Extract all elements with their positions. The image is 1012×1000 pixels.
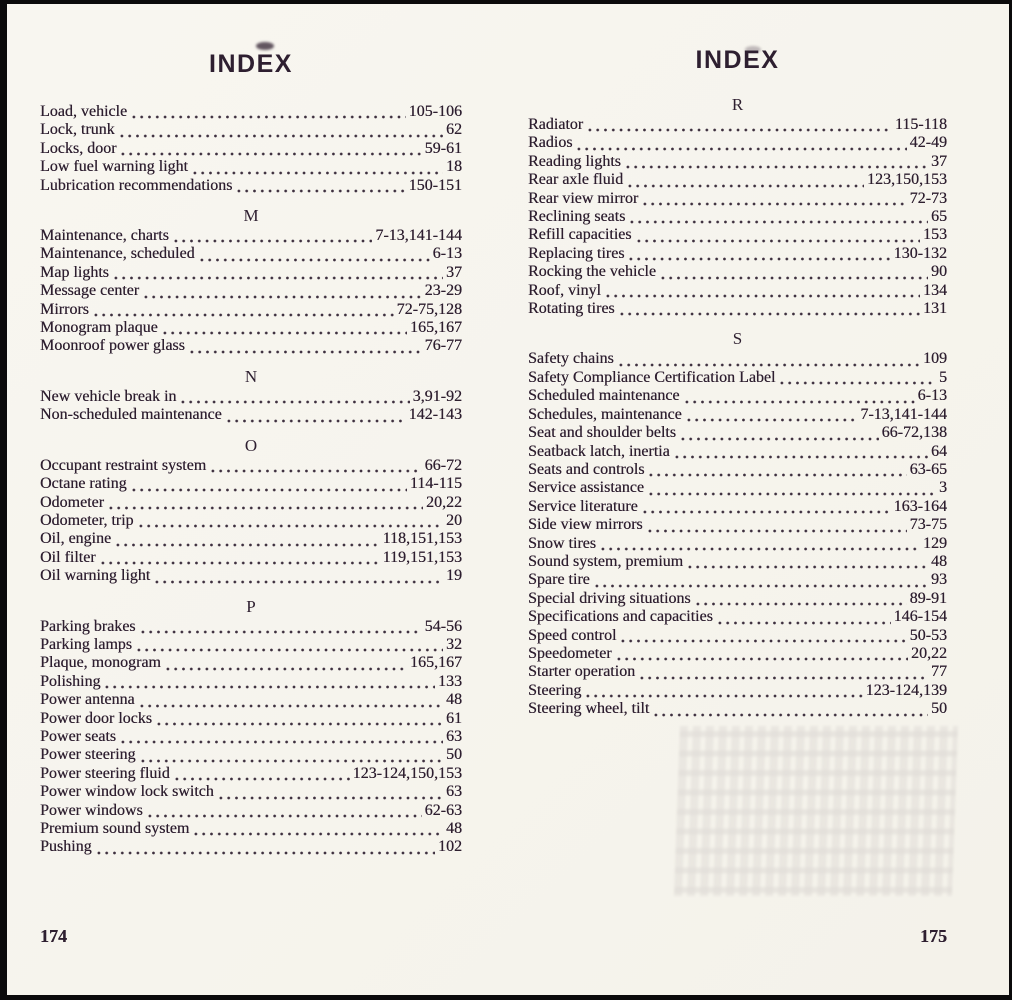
entry-page: 65 xyxy=(931,208,947,226)
entry-label: Locks, door xyxy=(40,139,117,157)
dot-leader xyxy=(641,202,906,206)
dot-leader xyxy=(188,350,422,354)
entry-label: Parking lamps xyxy=(40,635,132,653)
entry-label: Rear axle fluid xyxy=(528,171,624,189)
entry-page: 89-91 xyxy=(909,589,947,607)
entry-page: 48 xyxy=(931,552,947,570)
index-sections-right xyxy=(528,95,947,719)
entry-label: Safety chains xyxy=(528,350,614,368)
entry-page: 165,167 xyxy=(410,654,462,672)
index-entry xyxy=(40,406,462,424)
index-entry xyxy=(40,158,462,176)
dot-leader xyxy=(137,524,443,528)
index-entry xyxy=(528,627,947,645)
entry-label: Seatback latch, inertia xyxy=(528,442,670,460)
index-entry xyxy=(40,177,462,195)
index-entry xyxy=(40,618,462,636)
index-entry xyxy=(528,171,947,189)
index-entry xyxy=(40,802,462,820)
entry-page: 129 xyxy=(923,534,947,552)
entry-label: Rotating tires xyxy=(528,300,615,318)
entry-label: Plaque, monogram xyxy=(40,654,161,672)
dot-leader xyxy=(619,639,906,643)
index-entry xyxy=(40,783,462,801)
entry-label: Odometer, trip xyxy=(40,511,134,529)
entry-label: Oil filter xyxy=(40,548,96,566)
entry-page: 3,91-92 xyxy=(412,387,462,405)
dot-leader xyxy=(135,648,443,652)
dot-leader xyxy=(694,602,907,606)
section-letter: M xyxy=(243,206,259,226)
entry-page: 153 xyxy=(923,226,947,244)
dot-leader xyxy=(624,165,928,169)
index-sections-left xyxy=(40,103,462,857)
entry-page: 123,150,153 xyxy=(867,171,947,189)
entry-page: 18 xyxy=(446,158,462,176)
dot-leader xyxy=(92,313,394,317)
index-entry xyxy=(40,140,462,158)
entry-label: Oil, engine xyxy=(40,530,112,548)
entry-page: 50-53 xyxy=(909,626,947,644)
entry-label: Safety Compliance Certification Label xyxy=(528,368,776,386)
index-entry xyxy=(40,636,462,654)
entry-page: 37 xyxy=(446,263,462,281)
entry-label: Monogram plaque xyxy=(40,319,158,337)
entry-label: Speed control xyxy=(528,626,617,644)
index-entry xyxy=(528,350,947,368)
dot-leader xyxy=(584,694,862,698)
dot-leader xyxy=(119,740,443,744)
entry-page: 109 xyxy=(923,350,947,368)
index-section xyxy=(528,329,947,718)
dot-leader xyxy=(673,455,928,459)
entry-page: 37 xyxy=(931,152,947,170)
dot-leader xyxy=(112,276,443,280)
dot-leader xyxy=(95,851,435,855)
index-entry xyxy=(40,838,462,856)
entry-label: Refill capacities xyxy=(528,226,632,244)
entry-label: Steering xyxy=(528,681,582,699)
index-entry xyxy=(528,300,947,318)
entry-label: Roof, vinyl xyxy=(528,281,601,299)
index-entry xyxy=(528,406,947,424)
dot-leader xyxy=(119,152,421,156)
entry-page: 23-29 xyxy=(424,282,462,300)
entry-page: 62-63 xyxy=(424,801,462,819)
index-entry xyxy=(40,282,462,300)
entry-page: 119,151,153 xyxy=(382,548,462,566)
entry-label: Snow tires xyxy=(528,534,596,552)
dot-leader xyxy=(586,128,892,132)
entry-page: 64 xyxy=(931,442,947,460)
right-page xyxy=(508,4,1009,995)
index-entry xyxy=(528,645,947,663)
dot-leader xyxy=(638,676,928,680)
entry-label: Load, vehicle xyxy=(40,103,128,120)
entry-page: 73-75 xyxy=(909,516,947,534)
index-entry xyxy=(528,535,947,553)
entry-page: 50 xyxy=(446,746,462,764)
index-entry xyxy=(40,475,462,493)
dot-leader xyxy=(652,713,928,717)
entry-label: Non-scheduled maintenance xyxy=(40,406,222,424)
index-entry xyxy=(528,208,947,226)
index-section xyxy=(40,597,462,857)
index-entry xyxy=(528,590,947,608)
dot-leader xyxy=(114,543,380,547)
index-entry xyxy=(40,691,462,709)
entry-page: 114-115 xyxy=(409,475,462,493)
entry-page: 130-132 xyxy=(893,244,947,262)
dot-leader xyxy=(142,295,422,299)
dot-leader xyxy=(130,488,407,492)
index-entry xyxy=(40,728,462,746)
index-entry xyxy=(40,530,462,548)
dot-leader xyxy=(191,171,443,175)
entry-label: Power seats xyxy=(40,727,116,745)
entry-page: 150-151 xyxy=(408,176,462,194)
entry-page: 20,22 xyxy=(426,493,462,511)
index-entry xyxy=(40,264,462,282)
entry-label: Message center xyxy=(40,282,140,300)
entry-page: 63 xyxy=(446,783,462,801)
dot-leader xyxy=(164,667,407,671)
index-entry xyxy=(528,226,947,244)
index-entry xyxy=(40,388,462,406)
entry-label: Power steering xyxy=(40,746,136,764)
entry-label: Side view mirrors xyxy=(528,516,643,534)
entry-label: Mirrors xyxy=(40,300,89,318)
dot-leader xyxy=(599,547,920,551)
index-section xyxy=(528,95,947,318)
entry-page: 102 xyxy=(438,838,462,856)
entry-label: Schedules, maintenance xyxy=(528,405,682,423)
index-entry xyxy=(40,673,462,691)
dot-leader xyxy=(173,777,350,781)
entry-page: 72-73 xyxy=(909,189,947,207)
entry-page: 48 xyxy=(446,820,462,837)
dot-leader xyxy=(647,473,906,477)
dot-leader xyxy=(679,437,879,441)
entry-page: 90 xyxy=(931,263,947,281)
entry-page: 93 xyxy=(931,571,947,589)
dot-leader xyxy=(685,418,858,422)
entry-label: Seat and shoulder belts xyxy=(528,424,676,442)
dot-leader xyxy=(778,381,936,385)
entry-label: Reading lights xyxy=(528,152,621,170)
entry-label: Pushing xyxy=(40,838,92,856)
entry-label: Power door locks xyxy=(40,709,152,727)
dot-leader xyxy=(617,363,920,367)
index-entry xyxy=(40,746,462,764)
dot-leader xyxy=(235,189,405,193)
entry-page: 42-49 xyxy=(909,134,947,152)
entry-label: Power steering fluid xyxy=(40,764,170,782)
index-section xyxy=(40,103,462,195)
section-letter: O xyxy=(244,435,258,455)
entry-label: Moonroof power glass xyxy=(40,337,185,355)
index-entry xyxy=(40,765,462,783)
entry-page: 63-65 xyxy=(909,460,947,478)
index-entry xyxy=(40,121,462,139)
index-entry xyxy=(528,424,947,442)
dot-leader xyxy=(627,257,890,261)
entry-page: 131 xyxy=(923,300,947,318)
entry-label: Speedometer xyxy=(528,644,612,662)
index-entry xyxy=(40,245,462,263)
index-entry xyxy=(528,245,947,263)
dot-leader xyxy=(641,510,891,514)
entry-label: Sound system, premium xyxy=(528,552,684,570)
index-entry xyxy=(40,820,462,838)
entry-label: Low fuel warning light xyxy=(40,158,188,176)
entry-page: 77 xyxy=(931,663,947,681)
entry-label: Odometer xyxy=(40,493,104,511)
page-title: INDEX xyxy=(695,46,780,74)
entry-page: 6-13 xyxy=(432,245,462,263)
entry-page: 66-72,138 xyxy=(881,424,947,442)
index-entry xyxy=(528,700,947,718)
index-entry xyxy=(528,479,947,497)
index-entry xyxy=(40,494,462,512)
entry-label: Power window lock switch xyxy=(40,783,214,801)
dot-leader xyxy=(107,506,423,510)
section-letter: R xyxy=(731,95,744,114)
entry-label: Radios xyxy=(528,134,573,152)
page-title: INDEX xyxy=(209,50,293,78)
entry-page: 134 xyxy=(923,281,947,299)
dot-leader xyxy=(618,312,920,316)
dot-leader xyxy=(628,220,928,224)
dot-leader xyxy=(686,565,928,569)
entry-label: Seats and controls xyxy=(528,460,645,478)
entry-page: 63 xyxy=(446,727,462,745)
entry-label: Reclining seats xyxy=(528,208,626,226)
dot-leader xyxy=(635,239,920,243)
entry-page: 115-118 xyxy=(894,116,947,133)
index-entry xyxy=(40,512,462,530)
entry-label: Scheduled maintenance xyxy=(528,387,680,405)
dot-leader xyxy=(604,294,920,298)
index-entry xyxy=(40,227,462,245)
entry-page: 142-143 xyxy=(408,406,462,424)
entry-label: Rocking the vehicle xyxy=(528,263,656,281)
entry-label: Parking brakes xyxy=(40,617,136,635)
dot-leader xyxy=(683,400,915,404)
dot-leader xyxy=(161,331,407,335)
entry-page: 146-154 xyxy=(893,608,947,626)
entry-page: 165,167 xyxy=(410,319,462,337)
entry-label: Radiator xyxy=(528,116,584,133)
entry-label: Polishing xyxy=(40,672,101,690)
ink-showthrough xyxy=(674,726,958,896)
dot-leader xyxy=(646,529,907,533)
index-entry xyxy=(40,103,462,121)
entry-page: 7-13,141-144 xyxy=(375,227,462,245)
index-entry xyxy=(528,153,947,171)
index-section xyxy=(40,436,462,586)
entry-page: 61 xyxy=(446,709,462,727)
entry-label: Octane rating xyxy=(40,475,127,493)
entry-page: 72-75,128 xyxy=(396,300,462,318)
entry-page: 32 xyxy=(446,635,462,653)
page-scan xyxy=(7,4,1009,995)
index-entry xyxy=(40,457,462,475)
entry-page: 7-13,141-144 xyxy=(860,405,947,423)
index-entry xyxy=(528,553,947,571)
dot-leader xyxy=(138,704,443,708)
dot-leader xyxy=(209,469,422,473)
index-entry xyxy=(40,301,462,319)
entry-label: Occupant restraint system xyxy=(40,456,207,474)
entry-page: 118,151,153 xyxy=(382,530,462,548)
entry-page: 50 xyxy=(931,700,947,718)
section-letter: S xyxy=(732,329,743,349)
entry-label: Starter operation xyxy=(528,663,636,681)
entry-page: 20,22 xyxy=(911,644,947,662)
dot-leader xyxy=(217,796,443,800)
dot-leader xyxy=(192,832,443,836)
dot-leader xyxy=(647,492,936,496)
entry-label: Map lights xyxy=(40,263,109,281)
dot-leader xyxy=(575,147,906,151)
index-entry xyxy=(528,461,947,479)
entry-label: Maintenance, scheduled xyxy=(40,245,195,263)
entry-label: Power antenna xyxy=(40,691,135,709)
entry-page: 133 xyxy=(438,672,462,690)
entry-label: Spare tire xyxy=(528,571,590,589)
dot-leader xyxy=(172,239,373,243)
dot-leader xyxy=(130,115,406,119)
entry-label: Steering wheel, tilt xyxy=(528,700,650,718)
index-entry xyxy=(40,319,462,337)
entry-label: Maintenance, charts xyxy=(40,227,169,245)
entry-page: 66-72 xyxy=(424,456,462,474)
entry-label: Power windows xyxy=(40,801,143,819)
index-entry xyxy=(528,516,947,534)
dot-leader xyxy=(593,584,928,588)
entry-page: 48 xyxy=(446,691,462,709)
entry-page: 19 xyxy=(446,567,462,585)
dot-leader xyxy=(153,580,443,584)
entry-label: Specifications and capacities xyxy=(528,608,713,626)
index-entry xyxy=(528,571,947,589)
entry-page: 76-77 xyxy=(424,337,462,355)
index-entry xyxy=(40,710,462,728)
dot-leader xyxy=(103,685,435,689)
index-entry xyxy=(528,263,947,281)
entry-page: 6-13 xyxy=(917,387,947,405)
folio-page-number: 174 xyxy=(40,926,67,946)
dot-leader xyxy=(155,722,443,726)
index-entry xyxy=(528,134,947,152)
entry-page: 59-61 xyxy=(424,139,462,157)
dot-leader xyxy=(626,184,864,188)
dot-leader xyxy=(659,276,928,280)
entry-page: 20 xyxy=(446,511,462,529)
entry-label: New vehicle break in xyxy=(40,387,177,405)
folio-page-number: 175 xyxy=(920,926,947,946)
dot-leader xyxy=(225,419,406,423)
index-entry xyxy=(528,190,947,208)
entry-label: Rear view mirror xyxy=(528,189,639,207)
index-entry xyxy=(528,369,947,387)
index-entry xyxy=(528,608,947,626)
index-entry xyxy=(528,116,947,134)
dot-leader xyxy=(716,621,891,625)
dot-leader xyxy=(99,561,380,565)
index-entry xyxy=(40,549,462,567)
index-entry xyxy=(528,663,947,681)
index-entry xyxy=(528,387,947,405)
entry-label: Premium sound system xyxy=(40,820,190,837)
entry-page: 54-56 xyxy=(424,617,462,635)
dot-leader xyxy=(139,759,443,763)
entry-page: 5 xyxy=(939,368,947,386)
entry-page: 123-124,139 xyxy=(865,681,947,699)
index-entry xyxy=(40,654,462,672)
entry-label: Replacing tires xyxy=(528,244,625,262)
entry-page: 105-106 xyxy=(408,103,462,120)
section-letter: N xyxy=(244,366,258,386)
entry-label: Service literature xyxy=(528,497,638,515)
dot-leader xyxy=(198,258,430,262)
index-section xyxy=(40,206,462,356)
entry-page: 163-164 xyxy=(893,497,947,515)
index-entry xyxy=(40,337,462,355)
entry-label: Lock, trunk xyxy=(40,121,115,139)
index-section xyxy=(40,367,462,425)
entry-label: Oil warning light xyxy=(40,567,151,585)
section-letter: P xyxy=(246,596,256,616)
entry-page: 123-124,150,153 xyxy=(352,764,462,782)
entry-label: Special driving situations xyxy=(528,589,691,607)
index-entry xyxy=(40,567,462,585)
dot-leader xyxy=(146,814,422,818)
index-entry xyxy=(528,282,947,300)
left-page xyxy=(7,4,508,995)
entry-page: 62 xyxy=(446,121,462,139)
index-entry xyxy=(528,443,947,461)
dot-leader xyxy=(615,657,908,661)
index-entry xyxy=(528,498,947,516)
entry-label: Service assistance xyxy=(528,479,644,497)
entry-page: 3 xyxy=(939,479,947,497)
dot-leader xyxy=(139,630,422,634)
dot-leader xyxy=(179,400,409,404)
index-entry xyxy=(528,682,947,700)
dot-leader xyxy=(118,134,443,138)
entry-label: Lubrication recommendations xyxy=(40,176,233,194)
